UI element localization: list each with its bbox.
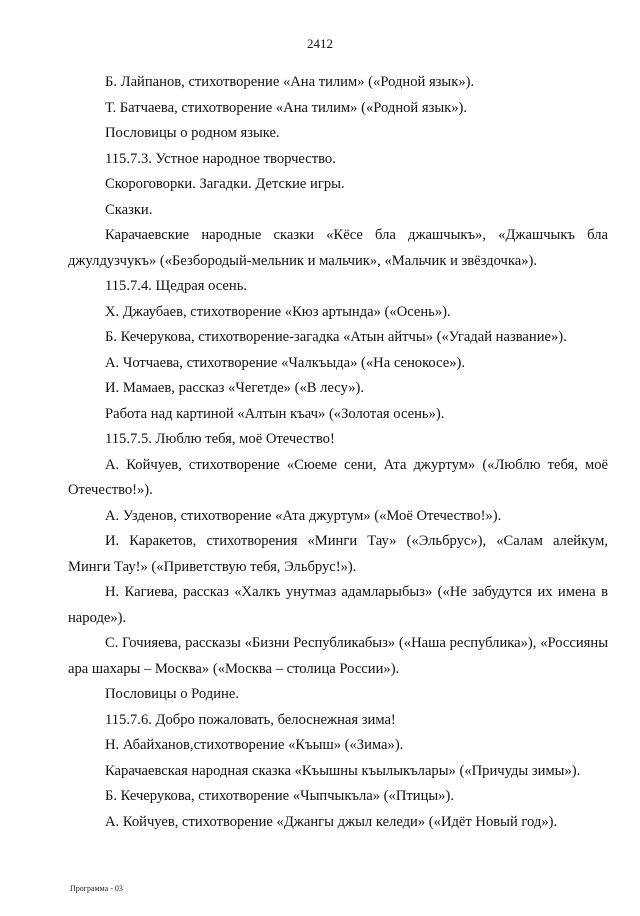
paragraph: И. Каракетов, стихотворения «Минги Тау» («Эльбрус»), «Салам алейкум, Минги Тау!» («Приветствую тебя, Эльбрус!»). [68,533,608,575]
paragraph: Работа над картиной «Алтын къач» («Золотая осень»). [105,405,445,422]
section-heading: 115.7.3. Устное народное творчество. [105,150,336,167]
paragraph: А. Чотчаева, стихотворение «Чалкъыда» («На сенокосе»). [105,354,466,371]
paragraph: Сказки. [105,201,153,218]
paragraph: Пословицы о родном языке. [105,125,280,141]
section-heading: 115.7.5. Люблю тебя, моё Отечество! [105,431,335,447]
paragraph: И. Мамаев, рассказ «Чегетде» («В лесу»). [105,380,365,396]
paragraph: Б. Кечерукова, стихотворение «Чыпчыкъла» («Птицы»). [105,788,454,804]
paragraph: Пословицы о Родине. [105,686,239,702]
page-footer: Программа - 03 [70,884,123,893]
paragraph: Х. Джаубаев, стихотворение «Кюз артында» («Осень»). [105,303,451,320]
paragraph: Карачаевская народная сказка «Къышны къылыкълары» («Причуды зимы»). [105,762,581,779]
paragraph: С. Гочияева, рассказы «Бизни Республикабыз» («Наша республика»), «Россияны ара шахары – Москва» («Москва – столица России»). [68,635,608,677]
paragraph: А. Койчуев, стихотворение «Сюеме сени, Ата джуртум» («Люблю тебя, моё Отечество!»). [68,456,608,498]
document-body [68,70,608,835]
section-heading: 115.7.4. Щедрая осень. [105,278,248,294]
paragraph: Карачаевские народные сказки «Кёсе бла джашчыкъ», «Джашчыкъ бла джулдузчукъ» («Безбородый-мельник и мальчик», «Мальчик и звёздочка»). [68,227,608,269]
paragraph: Б. Кечерукова, стихотворение-загадка «Атын айтчы» («Угадай название»). [105,329,567,345]
paragraph: Т. Батчаева, стихотворение «Ана тилим» («Родной язык»). [105,99,468,116]
paragraph: Н. Кагиева, рассказ «Халкъ унутмаз адамларыбыз» («Не забудутся их имена в народе»). [68,584,608,626]
paragraph: Скороговорки. Загадки. Детские игры. [105,176,345,192]
paragraph: Б. Лайпанов, стихотворение «Ана тилим» («Родной язык»). [105,74,475,90]
paragraph: А. Койчуев, стихотворение «Джангы джыл келеди» («Идёт Новый год»). [105,813,558,830]
section-heading: 115.7.6. Добро пожаловать, белоснежная зима! [105,711,396,728]
page-number: 2412 [307,36,333,51]
paragraph: Н. Абайханов,стихотворение «Къыш» («Зима»). [105,737,404,753]
paragraph: А. Узденов, стихотворение «Ата джуртум» («Моё Отечество!»). [105,507,502,524]
